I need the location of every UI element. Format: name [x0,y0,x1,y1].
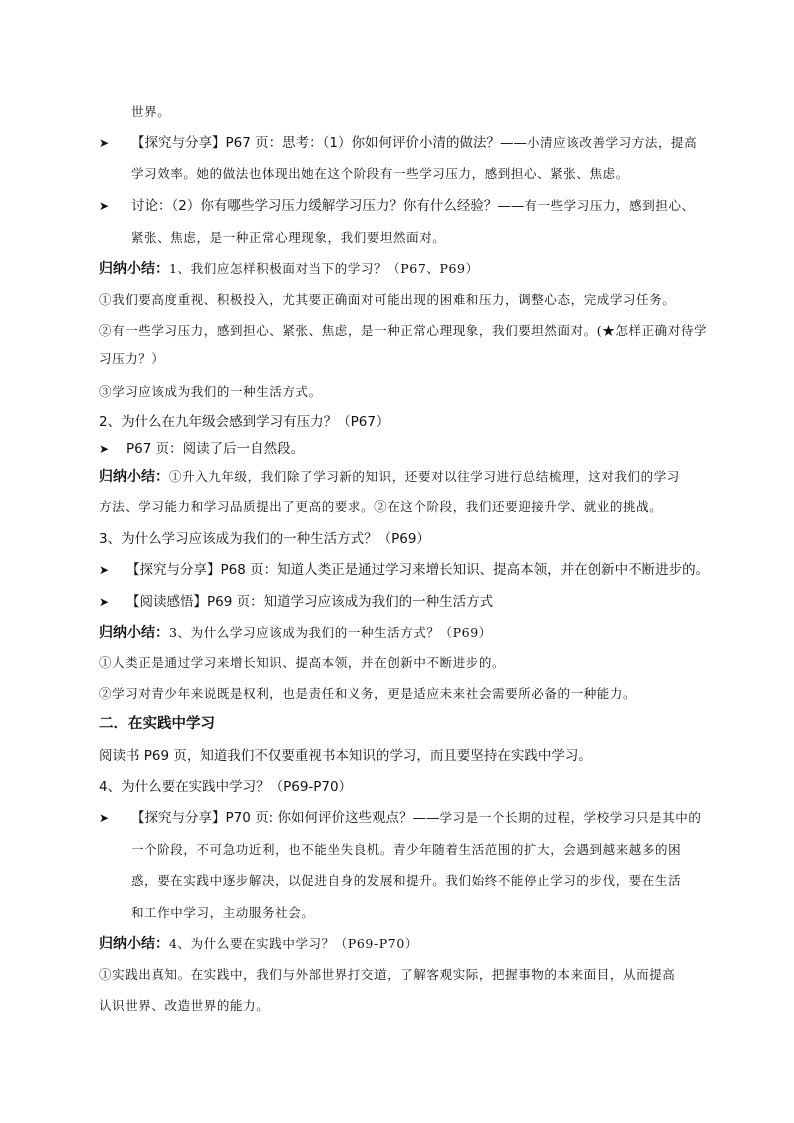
handwritten-text: 学习是一个长期的过程，学校学习只是其中的 [439,810,702,825]
line-text: 习压力？） [99,351,165,366]
heading-text: 二．在实践中学习 [99,716,215,732]
line-text: ③学习应该成为我们的一种生活方式。 [99,384,322,399]
line-text [99,259,479,279]
line-text: ①人类正是通过学习来增长知识、提高本领，并在创新中不断进步的。 [99,655,506,670]
line-text: 世界。 [131,104,171,119]
arrow-bullet-icon: ➤ [99,136,110,150]
arrow-bullet-icon: ➤ [99,811,110,825]
arrow-bullet-icon: ➤ [99,199,110,213]
handwritten-text: 4、为什么要在实践中学习？（P69-P70） [169,936,419,951]
print-text: 讨论：（2）你有哪些学习压力缓解学习压力？你有什么经验？—— [131,198,525,214]
line-text: ②有一些学习压力，感到担心、紧张、焦虑，是一种正常心理现象，我们要坦然面对。(★怎样正确对待学 [99,323,708,338]
handwritten-text: 有一些学习压力，感到担心、 [524,198,695,213]
handwritten-text: ①升入九年级，我们除了学习新的知识，还要对以往学习进行总结梳理，这对我们的学习 [169,469,680,484]
line-text [99,934,418,954]
line-text [99,467,680,487]
line-text: 惑，要在实践中逐步解决，以促进自身的发展和提升。我们始终不能停止学习的步伐，要在生活 [131,873,682,888]
line-text: 认识世界、改造世界的能力。 [99,998,270,1013]
summary-label: 归纳小结： [99,469,169,485]
line-text: 方法、学习能力和学习品质提出了更高的要求。②在这个阶段，我们还要迎接升学、就业的挑战。 [99,499,663,514]
line-text: 一个阶段，不可急功近利，也不能坐失良机。青少年随着生活范围的扩大，会遇到越来越多的困 [131,842,682,857]
print-text: 【探究与分享】P70 页: 你如何评价这些观点？—— [131,810,440,826]
line-text [131,196,695,216]
line-text [99,623,492,643]
line-text: 【探究与分享】P68 页：知道人类正是通过学习来增长知识、提高本领，并在创新中不断进步的。 [126,562,710,578]
line-text: 2、为什么在九年级会感到学习有压力？（P67） [99,414,390,430]
summary-label: 归纳小结： [99,936,169,952]
handwritten-text: 3、为什么学习应该成为我们的一种生活方式？（P69） [169,625,492,640]
line-text [131,133,697,153]
line-text: 和工作中学习，主动服务社会。 [131,905,315,920]
line-text: ①实践出真知。在实践中，我们与外部世界打交道，了解客观实际，把握事物的本来面目，从而提高 [99,967,676,982]
line-text [131,808,701,828]
print-text: 【探究与分享】P67 页：思考：（1）你如何评价小清的做法？—— [131,135,527,151]
line-text: 【阅读感悟】P69 页：知道学习应该成为我们的一种生活方式 [126,594,494,610]
summary-label: 归纳小结： [99,261,169,277]
line-text: ②学习对青少年来说既是权利，也是责任和义务，更是适应未来社会需要所必备的一种能力。 [99,686,637,701]
line-text: 3、为什么学习应该成为我们的一种生活方式？（P69） [99,531,430,547]
summary-label: 归纳小结： [99,625,169,641]
line-text: P67 页：阅读了后一自然段。 [126,441,305,457]
handwritten-text: 1、我们应怎样积极面对当下的学习？（P67、P69） [169,261,479,276]
arrow-bullet-icon: ➤ [99,595,110,609]
arrow-bullet-icon: ➤ [99,442,110,456]
line-text: 4、为什么要在实践中学习？（P69-P70） [99,779,353,795]
line-text: ①我们要高度重视、积极投入，尤其要正确面对可能出现的困难和压力，调整心态，完成学习任务。 [99,292,676,307]
line-text: 阅读书 P69 页，知道我们不仅要重视书本知识的学习，而且要坚持在实践中学习。 [99,748,592,764]
line-text: 紧张、焦虑，是一种正常心理现象，我们要坦然面对。 [131,230,446,245]
handwritten-text: 小清应该改善学习方法，提高 [526,135,698,150]
arrow-bullet-icon: ➤ [99,563,110,577]
line-text: 学习效率。她的做法也体现出她在这个阶段有一些学习压力，感到担心、紧张、焦虑。 [131,166,629,181]
